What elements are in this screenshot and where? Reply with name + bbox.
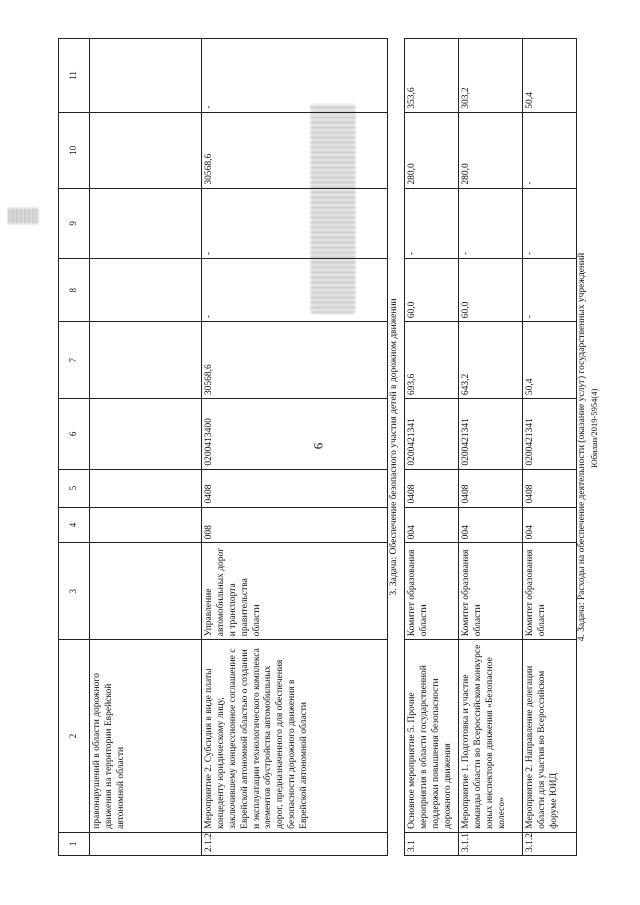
table-row (202, 39, 388, 856)
event-name: Основное мероприятие 5. Прочие мероприятия в области государственной поддержки повышения безопасности дорожного движения (405, 640, 459, 833)
event-name: Мероприятие 2. Направление делегации области для участия во Всероссийском форуме ЮИД (523, 640, 577, 833)
value-col10 (90, 112, 202, 188)
code-rzpr: 0408 (523, 469, 577, 507)
value-col9: - (202, 188, 388, 259)
code-grbs (90, 507, 202, 543)
value-col8: - (202, 259, 388, 322)
code-csr: 0200413400 (202, 399, 388, 470)
table-row (405, 39, 459, 856)
header-cell: 11 (59, 39, 90, 113)
table-row (459, 39, 523, 856)
code-csr: 0200421341 (405, 399, 459, 470)
task-3-title: 3. Задача: Обеспечение безопасного участия детей в дорожном движении (388, 39, 405, 856)
value-col10: 280,0 (405, 112, 459, 188)
header-cell: 5 (59, 469, 90, 507)
executor: Управление автомобильных дорог и транспорта правительства области (202, 543, 388, 640)
total-value: 693,6 (405, 322, 459, 399)
document-code: Юбилан/2019-5954(4) (589, 388, 599, 468)
header-cell: 9 (59, 188, 90, 259)
row-number: 2.1.2 (202, 832, 388, 855)
row-number: 3.1 (405, 832, 459, 855)
rotated-table-container (58, 38, 587, 856)
code-csr: 0200421341 (459, 399, 523, 470)
value-col10: 280,0 (459, 112, 523, 188)
value-col8: 60,0 (405, 259, 459, 322)
value-col9: - (523, 188, 577, 259)
code-grbs: 004 (523, 507, 577, 543)
value-col8 (90, 259, 202, 322)
task-row (388, 39, 405, 856)
value-col10: 30568,6 (202, 112, 388, 188)
value-col8: 60,0 (459, 259, 523, 322)
budget-table (58, 38, 577, 856)
header-cell: 6 (59, 399, 90, 470)
row-number (90, 832, 202, 855)
value-col9: - (459, 188, 523, 259)
value-col9: - (405, 188, 459, 259)
value-col11: 50,4 (523, 39, 577, 113)
code-grbs: 004 (405, 507, 459, 543)
header-cell: 3 (59, 543, 90, 640)
code-csr: 0200421341 (523, 399, 577, 470)
event-name: правонарушений в области дорожного движения на территории Еврейской автономной области (90, 640, 202, 833)
value-col10: - (523, 112, 577, 188)
value-col11 (90, 39, 202, 113)
header-cell: 2 (59, 640, 90, 833)
code-rzpr: 0408 (405, 469, 459, 507)
row-number: 3.1.2 (523, 832, 577, 855)
code-csr (90, 399, 202, 470)
total-value: 643,2 (459, 322, 523, 399)
table-row (90, 39, 202, 856)
task-4-title: 4. Задача: Расходы на обеспечение деятельности (оказание услуг) государственных учреждений (577, 252, 587, 642)
event-name: Мероприятие 2. Субсидия в виде платы концеденту юридическому лицу, заключившему концессионное соглашение с Еврейской автономной областью о создании и эксплуатации технологического комплекса элементов обустройства автомобильных дорог, предназначенного для обеспечения безопасности дорожного движения в Еврейской автономной области (202, 640, 388, 833)
code-rzpr: 0408 (202, 469, 388, 507)
page-number: 6 (310, 442, 326, 450)
header-row (59, 39, 90, 856)
header-cell: 10 (59, 112, 90, 188)
header-cell: 7 (59, 322, 90, 399)
code-rzpr: 0408 (459, 469, 523, 507)
total-value (90, 322, 202, 399)
value-col11: 353,6 (405, 39, 459, 113)
row-number: 3.1.1 (459, 832, 523, 855)
executor: Комитет образования области (405, 543, 459, 640)
code-grbs: 008 (202, 507, 388, 543)
value-col9 (90, 188, 202, 259)
value-col11: - (202, 39, 388, 113)
scan-smudge-left (8, 208, 38, 224)
executor (90, 543, 202, 640)
total-value: 50,4 (523, 322, 577, 399)
header-cell: 4 (59, 507, 90, 543)
value-col8: - (523, 259, 577, 322)
executor: Комитет образования области (523, 543, 577, 640)
total-value: 30568,6 (202, 322, 388, 399)
header-cell: 1 (59, 832, 90, 855)
value-col11: 303,2 (459, 39, 523, 113)
code-grbs: 004 (459, 507, 523, 543)
header-cell: 8 (59, 259, 90, 322)
table-row (523, 39, 577, 856)
event-name: Мероприятие 1. Подготовка и участие команды области во Всероссийском конкурсе юных инспекторов движения «Безопасное колесо» (459, 640, 523, 833)
code-rzpr (90, 469, 202, 507)
executor: Комитет образования области (459, 543, 523, 640)
